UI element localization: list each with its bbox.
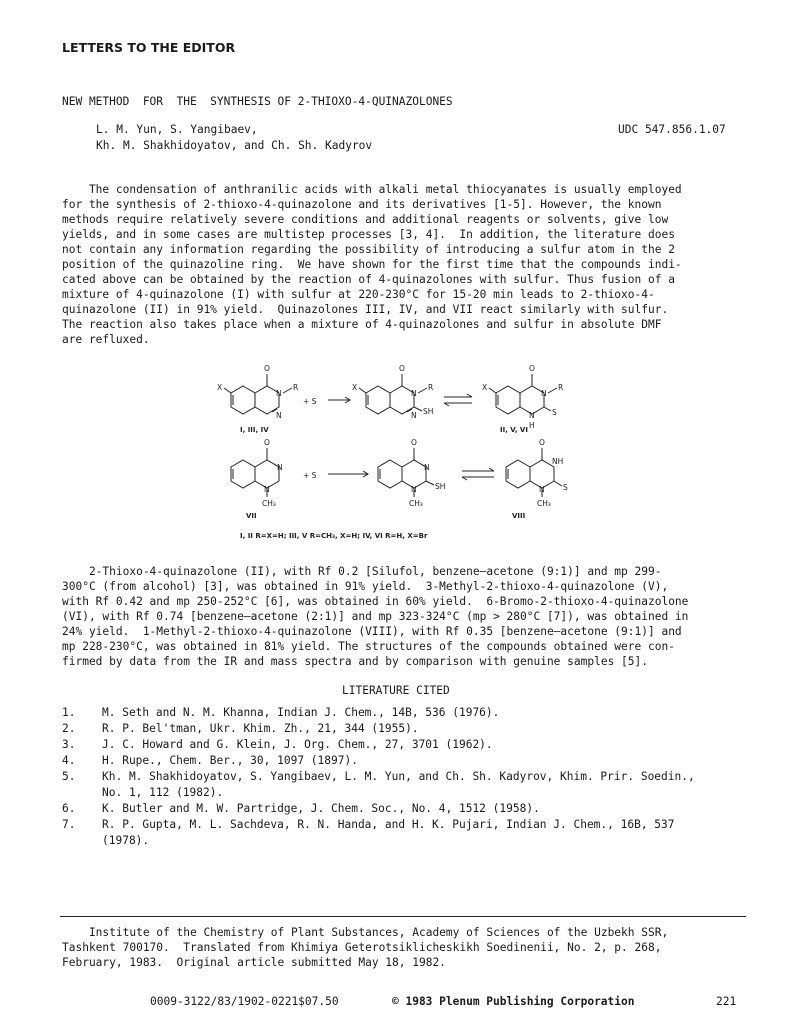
text-line: quinazolone (II) in 91% yield. Quinazolones III, IV, and VII react similarly with sulfur.: [62, 303, 669, 316]
atom-label: SH: [423, 407, 434, 416]
reference-item: [62, 737, 752, 753]
section-header: LETTERS TO THE EDITOR: [62, 40, 236, 55]
text-line: 300°C (from alcohol) [3], was obtained in 91% yield. 3-Methyl-2-thioxo-4-quinazolone (V),: [62, 580, 669, 593]
atom-label: O: [529, 364, 535, 373]
reference-item: [62, 769, 752, 801]
article-title: NEW METHOD FOR THE SYNTHESIS OF 2-THIOXO-4-QUINAZOLONES: [62, 95, 453, 108]
text-line: position of the quinazoline ring. We have shown for the first time that the compounds indi-: [62, 258, 682, 271]
atom-label: N: [264, 485, 270, 494]
reference-text: R. P. Bel'tman, Ukr. Khim. Zh., 21, 344 (1955).: [102, 722, 419, 735]
text-line: mp 228-230°C, was obtained in 81% yield. The structures of the compounds obtained were con-: [62, 640, 675, 653]
atom-label: H: [529, 421, 535, 430]
reference-item: [62, 801, 752, 817]
atom-label: O: [539, 438, 545, 447]
page-number: 221: [716, 995, 737, 1008]
reaction-scheme: [200, 350, 620, 550]
footnote-rule: [60, 916, 746, 917]
reference-number: 2.: [62, 722, 76, 735]
reference-number: 7.: [62, 818, 76, 831]
atom-label: O: [264, 364, 270, 373]
text-line: methods require relatively severe conditions and additional reagents or solvents, give low: [62, 213, 669, 226]
reagent-label: + S: [303, 397, 317, 406]
reference-item: [62, 753, 752, 769]
atom-label: N: [276, 389, 282, 398]
text-line: 2-Thioxo-4-quinazolone (II), with Rf 0.2 [Silufol, benzene—acetone (9:1)] and mp 299-: [62, 565, 662, 578]
atom-label: X: [352, 383, 358, 392]
text-line: February, 1983. Original article submitted May 18, 1982.: [62, 956, 446, 969]
udc-code: UDC 547.856.1.07: [618, 123, 726, 136]
text-line: not contain any information regarding the possibility of introducing a sulfur atom in the 2: [62, 243, 675, 256]
atom-label: R: [428, 383, 434, 392]
atom-label: N: [539, 485, 545, 494]
atom-label: SH: [435, 482, 446, 491]
atom-label: CH₃: [262, 499, 276, 508]
reference-item: [62, 705, 752, 721]
text-line: cated above can be obtained by the reaction of 4-quinazolones with sulfur. Thus fusion of a: [62, 273, 675, 286]
text-line: are refluxed.: [62, 333, 150, 346]
text-line: yields, and in some cases are multistep processes [3, 4]. In addition, the literature does: [62, 228, 675, 241]
text-line: The condensation of anthranilic acids with alkali metal thiocyanates is usually employed: [62, 183, 682, 196]
reference-number: 6.: [62, 802, 76, 815]
text-line: for the synthesis of 2-thioxo-4-quinazolone and its derivatives [1-5]. However, the known: [62, 198, 662, 211]
reference-text-cont: No. 1, 112 (1982).: [102, 786, 224, 799]
atom-label: O: [411, 438, 417, 447]
reference-text: H. Rupe., Chem. Ber., 30, 1097 (1897).: [102, 754, 358, 767]
atom-label: N: [424, 463, 430, 472]
atom-label: N: [411, 389, 417, 398]
atom-label: R: [293, 383, 299, 392]
atom-label: X: [217, 383, 223, 392]
reference-text: K. Butler and M. W. Partridge, J. Chem. Soc., No. 4, 1512 (1958).: [102, 802, 540, 815]
atom-label: N: [411, 411, 417, 420]
copyright: © 1983 Plenum Publishing Corporation: [392, 995, 635, 1008]
atom-label: N: [277, 463, 283, 472]
authors-line-1: L. M. Yun, S. Yangibaev,: [96, 123, 258, 136]
reference-number: 4.: [62, 754, 76, 767]
article-code: 0009-3122/83/1902-0221$07.50: [150, 995, 339, 1008]
reference-list: [62, 705, 752, 849]
compound-label: VIII: [512, 512, 526, 520]
reference-text: J. C. Howard and G. Klein, J. Org. Chem., 27, 3701 (1962).: [102, 738, 493, 751]
reference-text: R. P. Gupta, M. L. Sachdeva, R. N. Handa, and H. K. Pujari, Indian J. Chem., 16B, 537: [102, 818, 675, 831]
reference-text-cont: (1978).: [102, 834, 150, 847]
reference-text: M. Seth and N. M. Khanna, Indian J. Chem., 14B, 536 (1976).: [102, 706, 500, 719]
reference-item: [62, 817, 752, 849]
atom-label: NH: [552, 457, 564, 466]
atom-label: N: [541, 389, 547, 398]
reference-item: [62, 721, 752, 737]
reference-number: 1.: [62, 706, 76, 719]
compound-label: I, III, IV: [240, 426, 269, 434]
results-paragraph: [62, 564, 688, 669]
atom-label: CH₃: [537, 499, 551, 508]
text-line: with Rf 0.42 and mp 250-252°C [6], was obtained in 60% yield. 6-Bromo-2-thioxo-4-quinazolone: [62, 595, 689, 608]
compound-label: VII: [246, 512, 257, 520]
atom-label: O: [399, 364, 405, 373]
atom-label: S: [552, 408, 557, 417]
reagent-label: + S: [303, 471, 317, 480]
text-line: firmed by data from the IR and mass spectra and by comparison with genuine samples [5].: [62, 655, 648, 668]
atom-label: CH₃: [409, 499, 423, 508]
atom-label: X: [482, 383, 488, 392]
reference-number: 5.: [62, 770, 76, 783]
atom-label: S: [563, 483, 568, 492]
atom-label: N: [529, 411, 535, 420]
atom-label: R: [558, 383, 564, 392]
text-line: (VI), with Rf 0.74 [benzene—acetone (2:1)] and mp 323-324°C (mp > 280°C [7]), was obtained in: [62, 610, 689, 623]
authors-line-2: Kh. M. Shakhidoyatov, and Ch. Sh. Kadyrov: [96, 139, 373, 152]
text-line: Institute of the Chemistry of Plant Substances, Academy of Sciences of the Uzbekh SSR,: [62, 926, 669, 939]
footnote: [62, 925, 668, 970]
atom-label: N: [411, 485, 417, 494]
text-line: The reaction also takes place when a mixture of 4-quinazolones and sulfur in absolute DMF: [62, 318, 662, 331]
atom-label: N: [276, 411, 282, 420]
reference-text: Kh. M. Shakhidoyatov, S. Yangibaev, L. M. Yun, and Ch. Sh. Kadyrov, Khim. Prir. Soedin.,: [102, 770, 695, 783]
atom-label: O: [264, 438, 270, 447]
text-line: mixture of 4-quinazolone (I) with sulfur at 220-230°C for 15-20 min leads to 2-thioxo-4-: [62, 288, 655, 301]
text-line: Tashkent 700170. Translated from Khimiya Geterotsiklicheskikh Soedinenii, No. 2, p. 268,: [62, 941, 662, 954]
text-line: 24% yield. 1-Methyl-2-thioxo-4-quinazolone (VIII), with Rf 0.35 [benzene—acetone (9:1)] and: [62, 625, 682, 638]
scheme-legend: I, II R=X=H; III, V R=CH₃, X=H; IV, VI R=H, X=Br: [240, 532, 428, 540]
compound-label: II, V, VI: [500, 426, 528, 434]
reference-number: 3.: [62, 738, 76, 751]
literature-heading: LITERATURE CITED: [342, 684, 450, 697]
intro-paragraph: [62, 182, 682, 347]
